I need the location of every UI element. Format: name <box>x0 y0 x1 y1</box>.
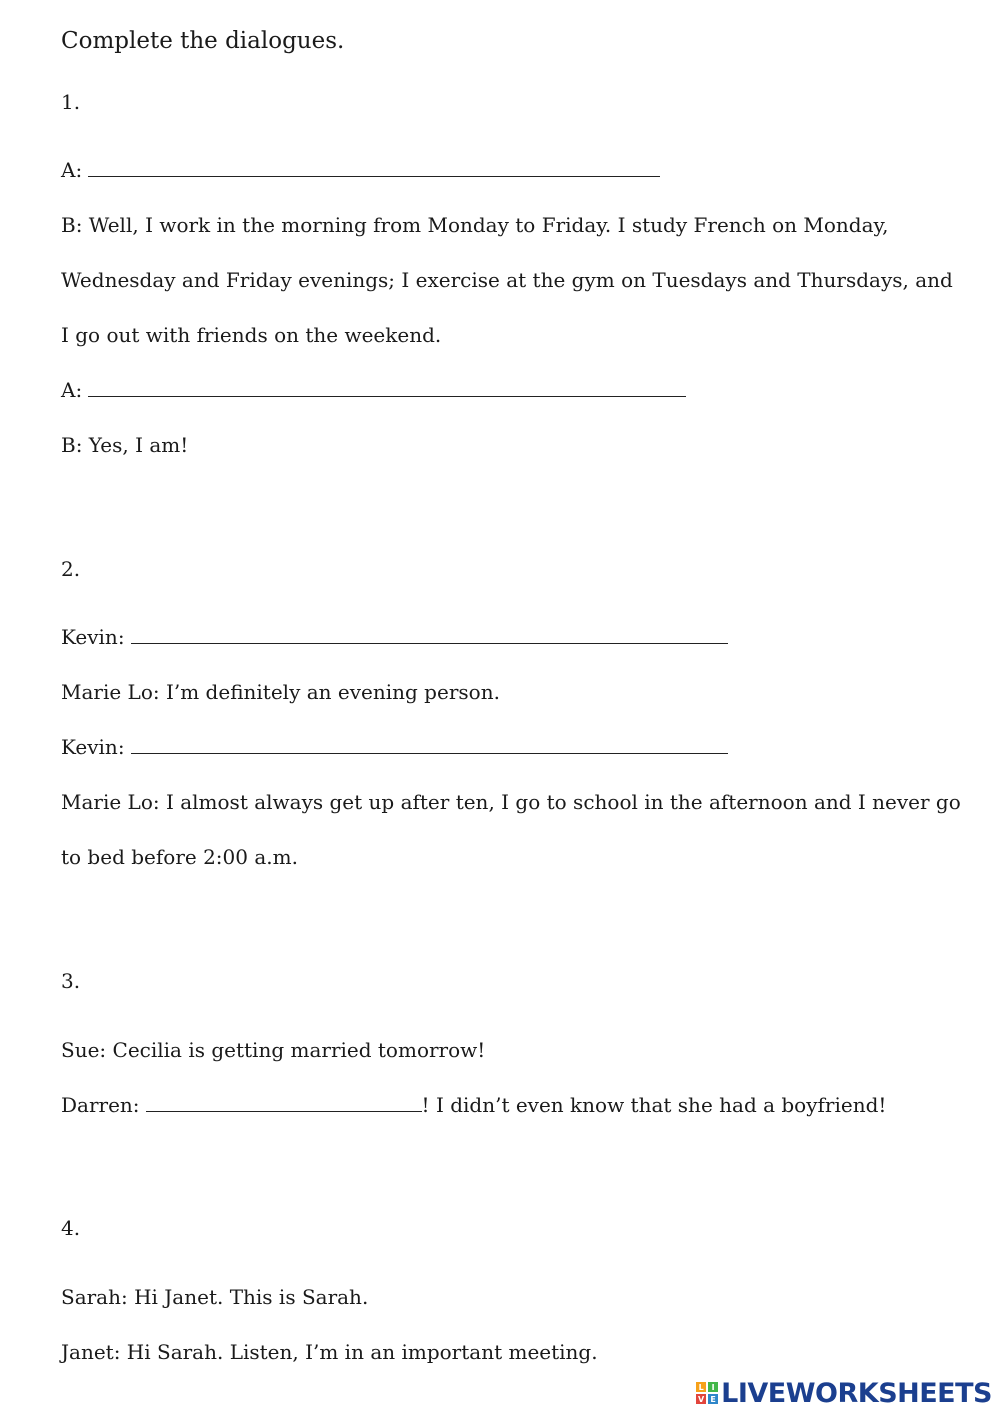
dialogue-2-line-kevin1 <box>61 627 728 647</box>
answer-blank-2a[interactable] <box>131 641 728 644</box>
dialogue-1-line-a1 <box>61 160 660 180</box>
speaker-kevin-label: Kevin: <box>61 625 125 649</box>
dialogue-3-line-darren <box>61 1095 886 1115</box>
dialogue-2-line-marie2-cont: to bed before 2:00 a.m. <box>61 845 298 869</box>
dialogue-4-line-sarah: Sarah: Hi Janet. This is Sarah. <box>61 1285 369 1309</box>
dialogue-1-line-a2 <box>61 380 686 400</box>
dialogue-3-number: 3. <box>61 969 81 993</box>
dialogue-2-number: 2. <box>61 557 81 581</box>
speaker-a-label: A: <box>61 158 83 182</box>
speaker-kevin-label: Kevin: <box>61 735 125 759</box>
dialogue-4-line-janet: Janet: Hi Sarah. Listen, I’m in an important meeting. <box>61 1340 598 1364</box>
answer-blank-1a[interactable] <box>88 174 660 177</box>
dialogue-2-line-kevin2 <box>61 737 728 757</box>
logo-text: LIVEWORKSHEETS <box>721 1377 992 1409</box>
darren-line-rest: ! I didn’t even know that she had a boyfriend! <box>421 1093 887 1117</box>
logo-grid-icon: L I V E <box>696 1382 718 1404</box>
dialogue-1-line-b1-cont2: I go out with friends on the weekend. <box>61 323 442 347</box>
dialogue-1-line-b2: B: Yes, I am! <box>61 433 189 457</box>
liveworksheets-logo <box>696 1378 992 1408</box>
dialogue-4-number: 4. <box>61 1216 81 1240</box>
dialogue-1-line-b1-cont: Wednesday and Friday evenings; I exercise at the gym on Tuesdays and Thursdays, and <box>61 268 953 292</box>
answer-blank-2b[interactable] <box>131 751 728 754</box>
dialogue-3-line-sue: Sue: Cecilia is getting married tomorrow! <box>61 1038 486 1062</box>
answer-blank-3[interactable] <box>146 1109 422 1112</box>
dialogue-2-line-marie1: Marie Lo: I’m definitely an evening person. <box>61 680 500 704</box>
dialogue-1-number: 1. <box>61 90 81 114</box>
answer-blank-1b[interactable] <box>88 394 686 397</box>
speaker-a-label: A: <box>61 378 83 402</box>
dialogue-2-line-marie2: Marie Lo: I almost always get up after ten, I go to school in the afternoon and I never go <box>61 790 961 814</box>
dialogue-1-line-b1: B: Well, I work in the morning from Monday to Friday. I study French on Monday, <box>61 213 889 237</box>
page-title: Complete the dialogues. <box>61 28 345 54</box>
speaker-darren-label: Darren: <box>61 1093 140 1117</box>
